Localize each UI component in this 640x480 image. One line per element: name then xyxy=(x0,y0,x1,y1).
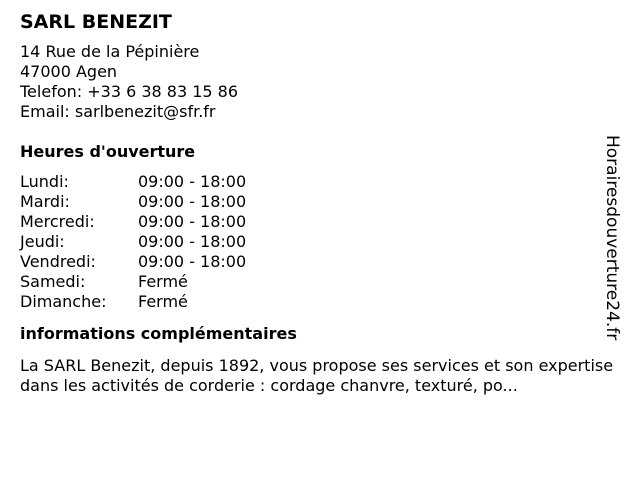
address-line-1: 14 Rue de la Pépinière xyxy=(20,42,200,61)
site-watermark: Horairesdouverture24.fr xyxy=(602,135,622,341)
hours-row-wednesday xyxy=(20,212,610,232)
day-hours: 09:00 - 18:00 xyxy=(138,232,247,251)
hours-row-tuesday xyxy=(20,192,610,212)
hours-row-saturday xyxy=(20,272,610,292)
phone-line: Telefon: +33 6 38 83 15 86 xyxy=(20,82,239,101)
day-hours: 09:00 - 18:00 xyxy=(138,252,247,271)
email-line: Email: sarlbenezit@sfr.fr xyxy=(20,102,216,121)
hours-table xyxy=(20,172,610,312)
day-label: Mardi: xyxy=(20,192,70,211)
business-name: SARL BENEZIT xyxy=(20,11,172,33)
hours-row-monday xyxy=(20,172,610,192)
day-label: Vendredi: xyxy=(20,252,96,271)
hours-row-thursday xyxy=(20,232,610,252)
day-hours: 09:00 - 18:00 xyxy=(138,212,247,231)
hours-row-friday xyxy=(20,252,610,272)
hours-row-sunday xyxy=(20,292,610,312)
info-description: La SARL Benezit, depuis 1892, vous propose ses services et son expertise dans les activités de corderie : cordage chanvre, texturé, po... xyxy=(20,356,614,395)
day-label: Samedi: xyxy=(20,272,86,291)
day-label: Mercredi: xyxy=(20,212,95,231)
day-hours: 09:00 - 18:00 xyxy=(138,192,247,211)
day-hours: 09:00 - 18:00 xyxy=(138,172,247,191)
day-label: Dimanche: xyxy=(20,292,107,311)
hours-heading: Heures d'ouverture xyxy=(20,142,196,161)
address-line-2: 47000 Agen xyxy=(20,62,118,81)
day-label: Lundi: xyxy=(20,172,69,191)
info-heading: informations complémentaires xyxy=(20,324,297,343)
day-label: Jeudi: xyxy=(20,232,65,251)
day-hours: Fermé xyxy=(138,272,188,291)
day-hours: Fermé xyxy=(138,292,188,311)
